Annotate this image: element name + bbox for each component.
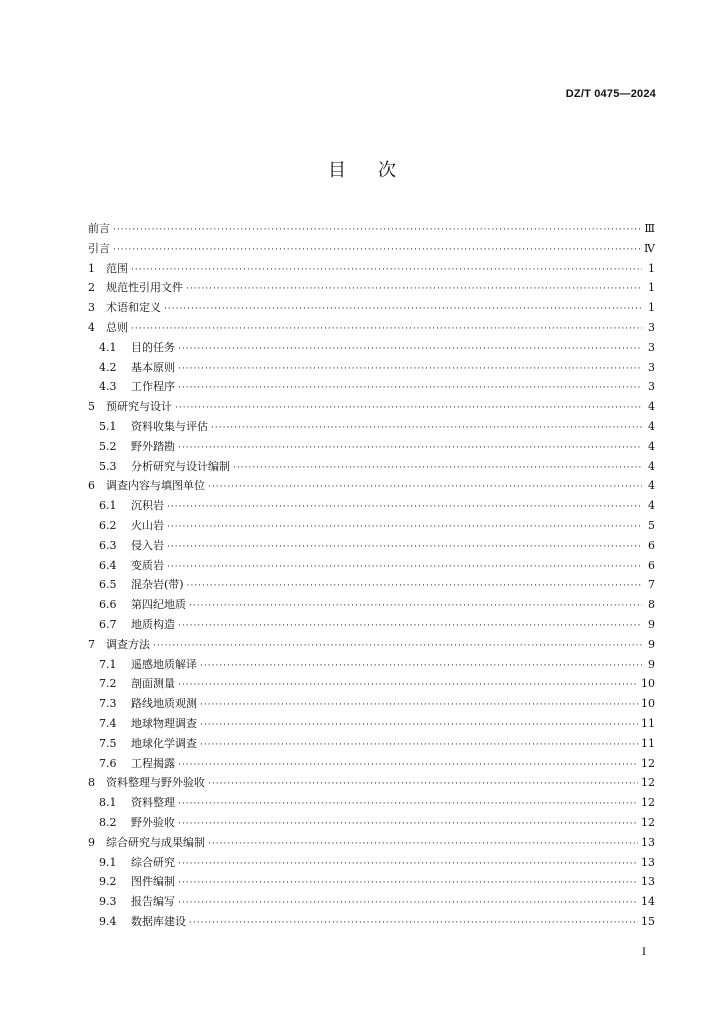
dot-leader: [233, 459, 642, 479]
toc-entry-title: 报告编写: [131, 895, 175, 909]
dot-leader: [113, 241, 641, 261]
dot-leader: [187, 577, 642, 597]
toc-entry-title: 术语和定义: [106, 301, 161, 315]
toc-entry[interactable]: [88, 338, 655, 358]
toc-entry[interactable]: [88, 278, 655, 298]
toc-entry-page: 4: [648, 439, 655, 453]
toc-entry-number: 5.3: [99, 459, 117, 473]
toc-entry[interactable]: [88, 358, 655, 378]
toc-entry-title: 资料收集与评估: [131, 419, 208, 433]
toc-entry-page: 1: [648, 281, 655, 295]
toc-entry-title: 总则: [106, 320, 128, 334]
toc-entry-page: 6: [648, 558, 655, 572]
toc-entry-title: 地球化学调查: [131, 736, 197, 750]
dot-leader: [178, 617, 642, 637]
toc-entry-title: 工作程序: [131, 380, 175, 394]
toc-entry-number: 9.1: [99, 855, 117, 869]
toc-entry-title: 资料整理: [131, 796, 175, 810]
dot-leader: [178, 874, 638, 894]
toc-entry-title: 野外踏勘: [131, 439, 175, 453]
toc-entry-page: 12: [641, 796, 655, 810]
toc-entry[interactable]: [88, 219, 655, 239]
toc-entry-page: 1: [648, 261, 655, 275]
toc-entry-number: 6.2: [99, 518, 117, 532]
toc-entry-page: 4: [648, 479, 655, 493]
toc-entry-page: 4: [648, 419, 655, 433]
toc-entry-number: 7.3: [99, 697, 117, 711]
toc-entry-page: 14: [641, 895, 655, 909]
document-code: DZ/T 0475—2024: [565, 88, 656, 100]
toc-entry-page: 3: [648, 340, 655, 354]
toc-entry-number: 9.3: [99, 895, 117, 909]
dot-leader: [200, 696, 638, 716]
toc-entry-page: 6: [648, 538, 655, 552]
toc-entry-title: 沉积岩: [131, 499, 164, 513]
toc-entry[interactable]: [88, 476, 655, 496]
dot-leader: [164, 300, 642, 320]
toc-entry-page: 8: [648, 598, 655, 612]
toc-entry-number: 4.1: [99, 340, 117, 354]
toc-entry[interactable]: [88, 892, 655, 912]
toc-entry-number: 5: [88, 400, 95, 414]
toc-entry-number: 6: [88, 479, 95, 493]
toc-entry-title: 地质构造: [131, 617, 175, 631]
toc-entry-number: 7.5: [99, 736, 117, 750]
toc-entry[interactable]: [88, 556, 655, 576]
toc-entry-number: 7.4: [99, 716, 117, 730]
dot-leader: [131, 261, 642, 281]
toc-entry-page: 15: [641, 914, 655, 928]
toc-entry-page: 12: [641, 756, 655, 770]
dot-leader: [200, 657, 642, 677]
dot-leader: [200, 736, 638, 756]
toc-entry[interactable]: [88, 298, 655, 318]
dot-leader: [208, 835, 638, 855]
toc-entry-page: 9: [648, 617, 655, 631]
toc-entry-number: 4.3: [99, 380, 117, 394]
toc-entry-number: 4.2: [99, 360, 117, 374]
toc-entry-title: 侵入岩: [131, 538, 164, 552]
toc-entry[interactable]: [88, 635, 655, 655]
toc-entry-number: 9.4: [99, 914, 117, 928]
dot-leader: [167, 498, 642, 518]
toc-entry-number: 6.6: [99, 598, 117, 612]
toc-entry-title: 目的任务: [131, 340, 175, 354]
toc-entry[interactable]: [88, 615, 655, 635]
toc-entry-number: 9.2: [99, 875, 117, 889]
toc-entry[interactable]: [88, 754, 655, 774]
toc-entry-page: 13: [641, 875, 655, 889]
page-number: I: [642, 944, 646, 958]
toc-entry[interactable]: [88, 872, 655, 892]
dot-leader: [178, 795, 638, 815]
dot-leader: [113, 221, 641, 241]
toc-entry-title: 资料整理与野外验收: [106, 776, 205, 790]
dot-leader: [178, 379, 642, 399]
toc-entry[interactable]: [88, 536, 655, 556]
toc-entry-page: 9: [648, 657, 655, 671]
toc-entry-page: 4: [648, 400, 655, 414]
toc-entry-page: 3: [648, 380, 655, 394]
dot-leader: [178, 439, 642, 459]
toc-entry-number: 3: [88, 301, 95, 315]
toc-entry-page: 3: [648, 360, 655, 374]
toc-entry-title: 综合研究: [131, 855, 175, 869]
toc-title: 目次: [328, 160, 428, 181]
toc-entry-title: 第四纪地质: [131, 598, 186, 612]
toc-entry-number: 6.5: [99, 578, 117, 592]
toc-entry[interactable]: [88, 457, 655, 477]
toc-entry[interactable]: [88, 437, 655, 457]
dot-leader: [186, 280, 642, 300]
toc-entry-title: 调查方法: [106, 637, 150, 651]
toc-entry-number: 6.1: [99, 499, 117, 513]
toc-entry[interactable]: [88, 417, 655, 437]
dot-leader: [208, 478, 642, 498]
dot-leader: [178, 855, 638, 875]
toc-entry-title: 地球物理调查: [131, 716, 197, 730]
table-of-contents: [88, 219, 655, 932]
toc-entry-title: 基本原则: [131, 360, 175, 374]
toc-entry-page: 11: [641, 716, 655, 730]
toc-entry-number: 1: [88, 261, 95, 275]
toc-entry-title: 分析研究与设计编制: [131, 459, 230, 473]
toc-entry-title: 遥感地质解译: [131, 657, 197, 671]
toc-entry[interactable]: [88, 655, 655, 675]
toc-entry[interactable]: [88, 694, 655, 714]
toc-entry-title: 引言: [88, 241, 110, 255]
toc-entry-title: 野外验收: [131, 815, 175, 829]
dot-leader: [167, 538, 642, 558]
toc-entry-page: Ⅲ: [644, 222, 655, 235]
toc-entry-number: 6.4: [99, 558, 117, 572]
toc-entry[interactable]: [88, 575, 655, 595]
toc-entry-page: 5: [648, 518, 655, 532]
dot-leader: [178, 676, 638, 696]
toc-entry-page: 4: [648, 459, 655, 473]
toc-entry-page: 13: [641, 855, 655, 869]
toc-entry-page: 10: [641, 677, 655, 691]
toc-entry-page: 12: [641, 776, 655, 790]
dot-leader: [131, 320, 642, 340]
toc-entry-page: 11: [641, 736, 655, 750]
toc-entry-title: 剖面测量: [131, 677, 175, 691]
dot-leader: [178, 815, 638, 835]
dot-leader: [178, 756, 638, 776]
toc-entry-title: 综合研究与成果编制: [106, 835, 205, 849]
dot-leader: [167, 558, 642, 578]
toc-entry-number: 2: [88, 281, 95, 295]
toc-entry-title: 火山岩: [131, 518, 164, 532]
toc-entry[interactable]: [88, 377, 655, 397]
toc-entry[interactable]: [88, 397, 655, 417]
toc-entry-number: 5.2: [99, 439, 117, 453]
toc-entry-title: 数据库建设: [131, 914, 186, 928]
toc-entry-page: 12: [641, 815, 655, 829]
toc-entry[interactable]: [88, 259, 655, 279]
dot-leader: [200, 716, 638, 736]
toc-entry-number: 7.1: [99, 657, 117, 671]
toc-entry-number: 6.7: [99, 617, 117, 631]
toc-entry-number: 8.1: [99, 796, 117, 810]
dot-leader: [153, 637, 642, 657]
dot-leader: [189, 597, 642, 617]
toc-entry-title: 变质岩: [131, 558, 164, 572]
toc-entry[interactable]: [88, 595, 655, 615]
toc-entry-number: 9: [88, 835, 95, 849]
toc-entry-page: 10: [641, 697, 655, 711]
toc-entry-number: 5.1: [99, 419, 117, 433]
toc-entry-title: 预研究与设计: [106, 400, 172, 414]
toc-entry-page: 3: [648, 320, 655, 334]
toc-entry-number: 7: [88, 637, 95, 651]
toc-entry[interactable]: [88, 516, 655, 536]
toc-entry-page: 9: [648, 637, 655, 651]
toc-entry-title: 路线地质观测: [131, 697, 197, 711]
dot-leader: [178, 360, 642, 380]
toc-entry-page: 4: [648, 499, 655, 513]
toc-entry[interactable]: [88, 318, 655, 338]
toc-entry[interactable]: [88, 853, 655, 873]
toc-entry[interactable]: [88, 773, 655, 793]
toc-entry[interactable]: [88, 734, 655, 754]
toc-entry[interactable]: [88, 239, 655, 259]
toc-entry-number: 7.2: [99, 677, 117, 691]
dot-leader: [167, 518, 642, 538]
toc-entry-title: 调查内容与填图单位: [106, 479, 205, 493]
toc-entry-title: 前言: [88, 222, 110, 235]
toc-entry-title: 范围: [106, 261, 128, 275]
dot-leader: [211, 419, 642, 439]
toc-entry-title: 混杂岩(带): [131, 578, 184, 592]
toc-entry[interactable]: [88, 793, 655, 813]
toc-entry-title: 规范性引用文件: [106, 281, 183, 295]
toc-entry-number: 6.3: [99, 538, 117, 552]
toc-entry[interactable]: [88, 912, 655, 932]
toc-entry-page: Ⅳ: [644, 241, 655, 255]
toc-entry-title: 图件编制: [131, 875, 175, 889]
dot-leader: [189, 914, 638, 934]
toc-entry[interactable]: [88, 496, 655, 516]
toc-entry-page: 13: [641, 835, 655, 849]
dot-leader: [208, 775, 638, 795]
toc-entry-page: 1: [648, 301, 655, 315]
toc-entry[interactable]: [88, 714, 655, 734]
toc-entry-page: 7: [648, 578, 655, 592]
dot-leader: [175, 399, 642, 419]
toc-entry[interactable]: [88, 674, 655, 694]
toc-entry-number: 7.6: [99, 756, 117, 770]
toc-entry[interactable]: [88, 813, 655, 833]
toc-entry-number: 8.2: [99, 815, 117, 829]
toc-entry-title: 工程揭露: [131, 756, 175, 770]
toc-entry[interactable]: [88, 833, 655, 853]
dot-leader: [178, 340, 642, 360]
toc-entry-number: 4: [88, 320, 95, 334]
toc-entry-number: 8: [88, 776, 95, 790]
dot-leader: [178, 894, 638, 914]
